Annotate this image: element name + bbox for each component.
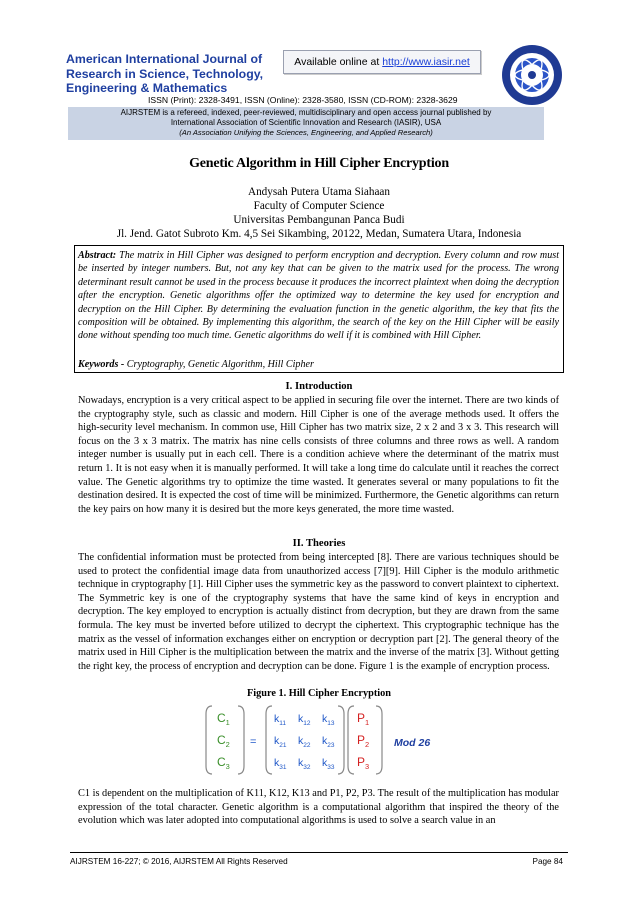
c-vector-left-bracket — [206, 706, 212, 774]
journal-logo — [491, 34, 573, 116]
footer-page-number: Page 84 — [532, 857, 563, 866]
journal-title-line1: American International Journal of — [66, 52, 263, 66]
affiliation-university: Universitas Pembangunan Panca Budi — [233, 214, 405, 226]
keywords-label: Keywords - — [78, 359, 127, 370]
p-vector-cell-2: $P_2$ — [357, 733, 370, 749]
available-online-box — [283, 50, 481, 74]
figure-caption: Figure 1. Hill Cipher Encryption — [246, 688, 392, 699]
c-vector-right-bracket — [238, 706, 244, 774]
equals-sign: = — [250, 736, 257, 748]
theories-paragraph: The confidential information must be protected from being intercepted [8]. There are various techniques should be used to protect the confidential image data from unauthorized access [7][9]. Hill Cipher is the modulo arithmetic technique in cryptography [1]. Hill Cipher uses the symmetric key as the password to convert plaintext to ciphertext. The Symmetric key is one of the cryptography systems that have the same kind of keys in encryption and decryption. The key employed to encryption is actually distinct from decryption, but they are drawn from the same formula. The key must be inverted before utilized to decrypt the ciphertext. This cryptographic technique has the matrix as the vessel of information exchanges either on encryption or decryption part [2]. The general theory of the matrix used in Hill Cipher is the multiplication between the matrix and the inverse of the matrix [3]. Without getting the right key, the process of encryption and decryption can be done. Figure 1 is the example of encryption process. — [78, 552, 559, 672]
p-vector-cell-3: $P_3$ — [357, 755, 370, 771]
affiliation-faculty: Faculty of Computer Science — [253, 200, 385, 212]
journal-banner — [68, 107, 544, 140]
k-matrix-left-bracket — [266, 706, 272, 774]
banner-line1: AIJRSTEM is a refereed, indexed, peer-reviewed, multidisciplinary and open access journal published by — [120, 108, 492, 117]
p-vector-left-bracket — [348, 706, 354, 774]
abstract — [78, 249, 559, 343]
author-name: Andysah Putera Utama Siahaan — [248, 186, 390, 198]
k-matrix-cell-32: $k_{32}$ — [298, 757, 311, 771]
keywords-text: Cryptography, Genetic Algorithm, Hill Cipher — [126, 359, 314, 370]
abstract-label: Abstract: — [78, 250, 117, 261]
abstract-text: The matrix in Hill Cipher was designed to perform encryption and decryption. Every column and row must be inserted by integer numbers. But, not any key that can be given to the matrix used for the process. The wrong determinant result cannot be used in the process because it produces the incorrect plaintext when doing the decryption after the encryption. Genetic algorithms offer the optimized way to determine the key used for encryption and decryption on the Hill Cipher. By determining the evaluation function in the genetic algorithm, the key that fits the composition will be obtained. By implementing this algorithm, the search of the key on the Hill Cipher will be easily done without spending too much time. Genetic algorithms do well if it is combined with Hill Cipher. — [78, 250, 559, 342]
k-matrix-cell-31: $k_{31}$ — [274, 757, 287, 771]
hill-cipher-matrix-figure — [200, 700, 460, 780]
k-matrix-cell-22: $k_{22}$ — [298, 735, 311, 749]
c-vector-cell-2: $C_2$ — [217, 733, 230, 749]
available-online-label: Available online at — [294, 56, 383, 68]
k-matrix-cell-13: $k_{13}$ — [322, 713, 335, 727]
section-heading-theories: II. Theories — [292, 538, 346, 549]
k-matrix-cell-21: $k_{21}$ — [274, 735, 287, 749]
affiliation-address: Jl. Jend. Gatot Subroto Km. 4,5 Sei Sikambing, 20122, Medan, Sumatera Utara, Indonesia — [116, 228, 522, 240]
after-figure-paragraph: C1 is dependent on the multiplication of K11, K12, K13 and P1, P2, P3. The result of the multiplication has modular expression of the total character. Genetic algorithm is a computational algorithm that inspired the theory of the evolution which was later adopted into computational algorithms is used to solve a search value in an — [78, 788, 559, 827]
journal-website-link[interactable]: http://www.iasir.net — [382, 56, 470, 68]
p-vector-cell-1: $P_1$ — [357, 711, 370, 727]
c-vector-cell-1: $C_1$ — [217, 711, 230, 727]
journal-title-line3: Engineering & Mathematics — [66, 81, 228, 95]
section-heading-introduction: I. Introduction — [285, 381, 353, 392]
paper-title: Genetic Algorithm in Hill Cipher Encryption — [189, 156, 449, 171]
issn-line: ISSN (Print): 2328-3491, ISSN (Online): 2328-3580, ISSN (CD-ROM): 2328-3629 — [148, 95, 458, 105]
keywords — [78, 359, 559, 370]
footer-divider — [70, 852, 568, 853]
mod-26-label: Mod 26 — [394, 737, 431, 749]
k-matrix-cell-12: $k_{12}$ — [298, 713, 311, 727]
journal-title — [66, 52, 281, 96]
banner-line3: (An Association Unifying the Sciences, Engineering, and Applied Research) — [179, 128, 433, 137]
p-vector-right-bracket — [376, 706, 382, 774]
k-matrix-cell-23: $k_{23}$ — [322, 735, 335, 749]
k-matrix-cell-11: $k_{11}$ — [274, 713, 286, 727]
banner-line2: International Association of Scientific Innovation and Research (IASIR), USA — [170, 118, 442, 127]
k-matrix-right-bracket — [338, 706, 344, 774]
c-vector-cell-3: $C_3$ — [217, 755, 230, 771]
footer-copyright: AIJRSTEM 16-227; © 2016, AIJRSTEM All Rights Reserved — [70, 857, 288, 866]
introduction-paragraph: Nowadays, encryption is a very critical aspect to be applied in securing file over the internet. There are two kinds of the cryptography style, such as classic and modern. Hill Cipher is one of the average methods used. It offers the high-security level mechanism. In common use, Hill Cipher has two matrix size, 2 x 2 and 3 x 3. This research will focus on the 3 x 3 matrix. The matrix has nine cells consists of three columns and three rows as well. A random integer number is usually put in each cell. There is a condition achieve where the determinant of the matrix must return 1. It is not easy when it is manually performed. It will take a long time do calculate until it reaches the correct value. The Genetic algorithms try to optimize the time wasted. It generates several or many populations to fit the destination desired. It is expected the cost of time will be minimized. Furthermore, the Genetic algorithms can return the key pairs on how many it is desired but the more keys generated, the more time wasted. — [78, 395, 559, 515]
journal-title-line2: Research in Science, Technology, — [66, 66, 264, 81]
k-matrix-cell-33: $k_{33}$ — [322, 757, 335, 771]
